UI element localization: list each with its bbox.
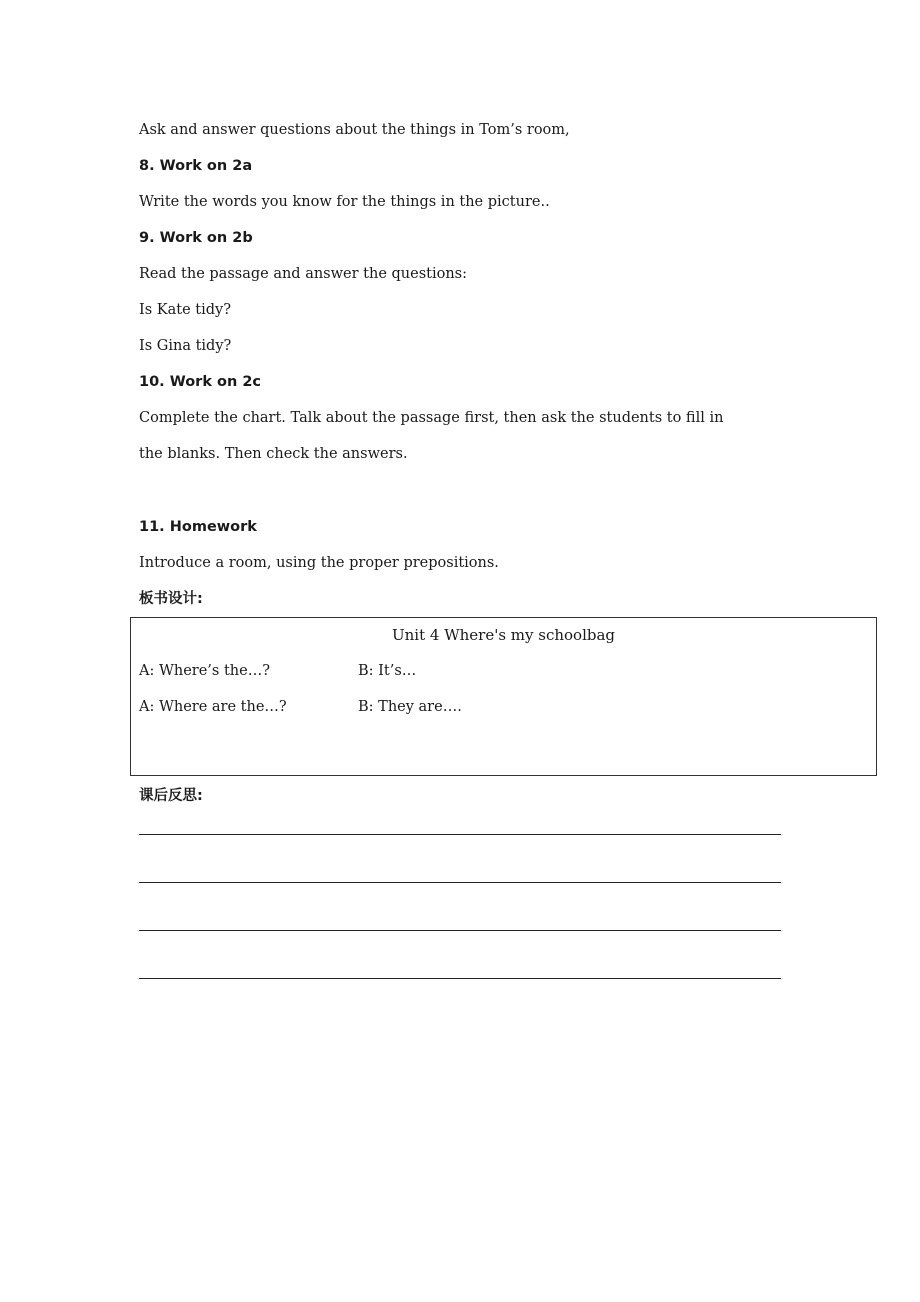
board-title: Unit 4 Where's my schoolbag (391, 626, 616, 644)
question-text: Is Kate tidy? (139, 302, 231, 318)
homework-text: Introduce a room, using the proper prepositions. (139, 555, 499, 571)
step-heading-11: 11. Homework (139, 519, 257, 535)
lesson-step-text: Ask and answer questions about the things in Tom’s room, (139, 122, 570, 138)
step-heading-8: 8. Work on 2a (139, 158, 253, 174)
board-design-box (130, 617, 877, 776)
board-question-1: A: Where’s the…? (139, 663, 270, 679)
reflection-line (139, 882, 781, 883)
reflection-label: 课后反思: (139, 788, 203, 804)
lesson-step-text: the blanks. Then check the answers. (139, 446, 408, 462)
question-text: Is Gina tidy? (139, 338, 232, 354)
board-answer-2: B: They are…. (358, 699, 462, 715)
reflection-line (139, 978, 781, 979)
reflection-line (139, 930, 781, 931)
board-answer-1: B: It’s… (358, 663, 417, 679)
step-heading-10: 10. Work on 2c (139, 374, 262, 390)
board-question-2: A: Where are the…? (139, 699, 287, 715)
lesson-step-text: Read the passage and answer the questions: (139, 266, 468, 282)
lesson-step-text: Write the words you know for the things in the picture.. (139, 194, 550, 210)
step-heading-9: 9. Work on 2b (139, 230, 253, 246)
lesson-step-text: Complete the chart. Talk about the passage first, then ask the students to fill in (139, 410, 724, 426)
board-design-label: 板书设计: (139, 591, 203, 607)
reflection-line (139, 834, 781, 835)
